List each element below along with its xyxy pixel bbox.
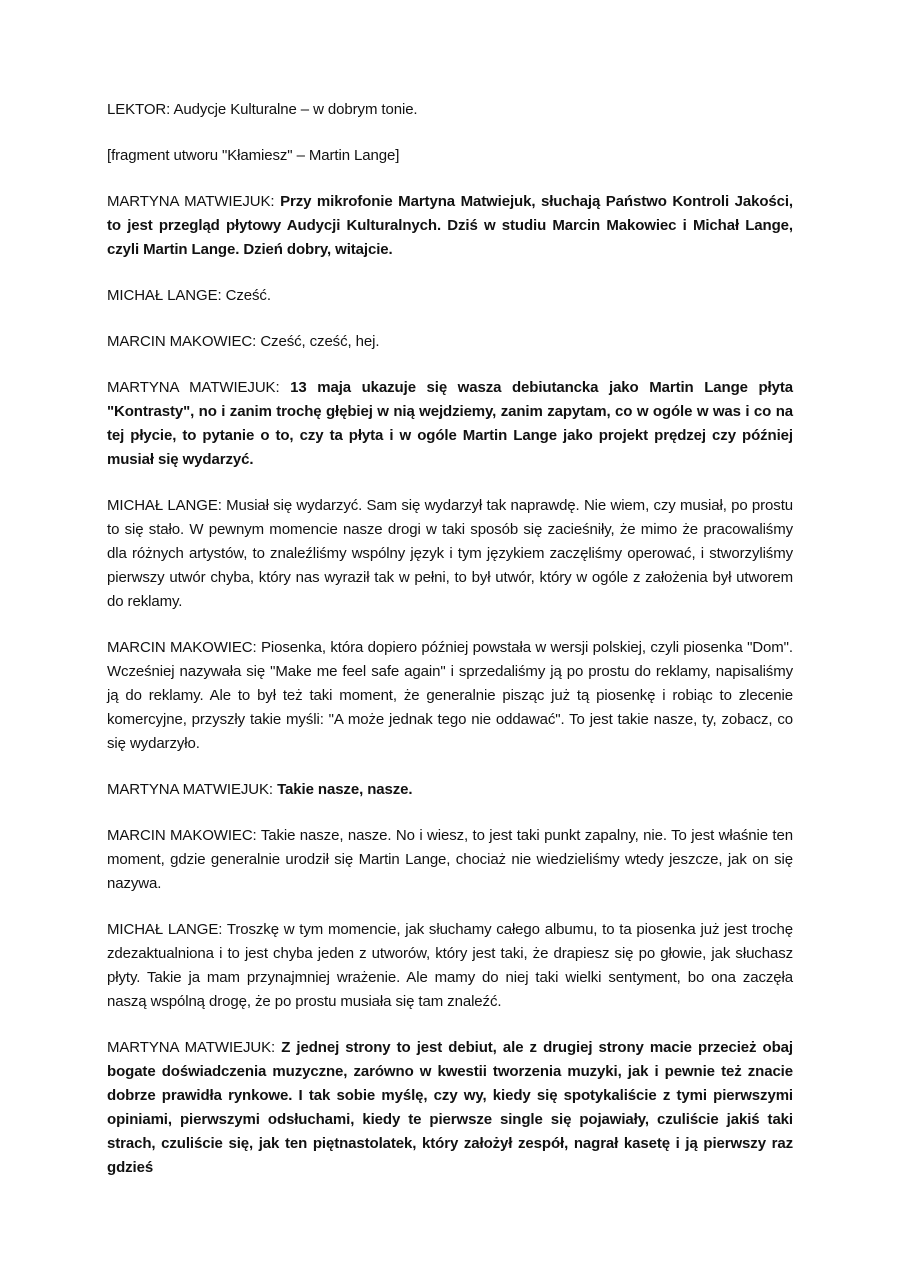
speaker-name: MARCIN MAKOWIEC:	[107, 639, 257, 656]
speech-text: [fragment utworu "Kłamiesz" – Martin Lange]	[107, 147, 400, 164]
transcript-paragraph	[107, 98, 793, 122]
speech-text: Z jednej strony to jest debiut, ale z drugiej strony macie przecież obaj bogate doświadczenia muzyczne, zarówno w kwestii tworzenia muzyki, jak i pewnie też znacie dobrze prawidła rynkowe. I tak sobie myślę, czy wy, kiedy się spotykaliście z tymi pierwszymi opiniami, pierwszymi odsłuchami, kiedy te pierwsze single się pojawiały, czuliście jakiś taki strach, czuliście się, jak ten piętnastolatek, który założył zespół, nagrał kasetę i ją pierwszy raz gdzieś	[107, 1039, 793, 1176]
transcript-paragraph	[107, 1036, 793, 1180]
speaker-name: MARCIN MAKOWIEC:	[107, 333, 257, 350]
speaker-name: MICHAŁ LANGE:	[107, 921, 223, 938]
transcript-paragraph	[107, 330, 793, 354]
transcript-paragraph	[107, 494, 793, 614]
speaker-name: MARCIN MAKOWIEC:	[107, 827, 257, 844]
transcript-paragraph	[107, 376, 793, 472]
speech-text: 13 maja ukazuje się wasza debiutancka jako Martin Lange płyta "Kontrasty", no i zanim trochę głębiej w nią wejdziemy, zanim zapytam, co w ogóle w was i co na tej płycie, to pytanie o to, czy ta płyta i w ogóle Martin Lange jako projekt prędzej czy później musiał się wydarzyć.	[107, 379, 793, 468]
transcript-paragraph	[107, 824, 793, 896]
speech-text: Musiał się wydarzyć. Sam się wydarzył tak naprawdę. Nie wiem, czy musiał, po prostu to się stało. W pewnym momencie nasze drogi w taki sposób się zacieśniły, że mimo że pracowaliśmy dla różnych artystów, to znaleźliśmy wspólny język i tym językiem zaczęliśmy operować, i stworzyliśmy pierwszy utwór chyba, który nas wyraził tak w pełni, to był utwór, który w ogóle z założenia był utworem do reklamy.	[107, 497, 794, 610]
transcript-paragraph	[107, 636, 793, 756]
speaker-name: MARTYNA MATWIEJUK:	[107, 1039, 276, 1056]
speech-text: Przy mikrofonie Martyna Matwiejuk, słuchają Państwo Kontroli Jakości, to jest przegląd płytowy Audycji Kulturalnych. Dziś w studiu Marcin Makowiec i Michał Lange, czyli Martin Lange. Dzień dobry, witajcie.	[107, 193, 793, 258]
transcript-paragraph	[107, 284, 793, 308]
speech-text: Audycje Kulturalne – w dobrym tonie.	[173, 101, 418, 118]
transcript-paragraph	[107, 778, 793, 802]
transcript-paragraph	[107, 918, 793, 1014]
speech-text: Piosenka, która dopiero później powstała w wersji polskiej, czyli piosenka "Dom". Wcześniej nazywała się "Make me feel safe again" i sprzedaliśmy ją po prostu do reklamy, napisaliśmy ją do reklamy. Ale to był też taki moment, że generalnie pisząc już tą piosenkę i robiąc to zlecenie komercyjne, przyszły takie myśli: "A może jednak tego nie oddawać". To jest takie nasze, ty, zobacz, co się wydarzyło.	[107, 639, 793, 752]
speaker-name: LEKTOR:	[107, 101, 171, 118]
speaker-name: MARTYNA MATWIEJUK:	[107, 193, 275, 210]
speech-text: Cześć, cześć, hej.	[260, 333, 380, 350]
speaker-name: MARTYNA MATWIEJUK:	[107, 379, 280, 396]
speech-text: Troszkę w tym momencie, jak słuchamy całego albumu, to ta piosenka już jest trochę zdezaktualniona i to jest chyba jeden z utworów, który jest taki, że drapiesz się po głowie, jak słuchasz płyty. Takie ja mam przynajmniej wrażenie. Ale mamy do niej taki wielki sentyment, bo ona zaczęła naszą wspólną drogę, że po prostu musiała się tam znaleźć.	[107, 921, 794, 1010]
speech-text: Cześć.	[225, 287, 271, 304]
speaker-name: MICHAŁ LANGE:	[107, 497, 222, 514]
speaker-name: MICHAŁ LANGE:	[107, 287, 222, 304]
speech-text: Takie nasze, nasze.	[277, 781, 413, 798]
speech-text: Takie nasze, nasze. No i wiesz, to jest taki punkt zapalny, nie. To jest właśnie ten moment, gdzie generalnie urodził się Martin Lange, chociaż nie wiedzieliśmy wtedy jeszcze, jak on się nazywa.	[107, 827, 793, 892]
speaker-name: MARTYNA MATWIEJUK:	[107, 781, 273, 798]
transcript-paragraph	[107, 190, 793, 262]
transcript-paragraph	[107, 144, 793, 168]
document-page	[107, 98, 793, 1202]
